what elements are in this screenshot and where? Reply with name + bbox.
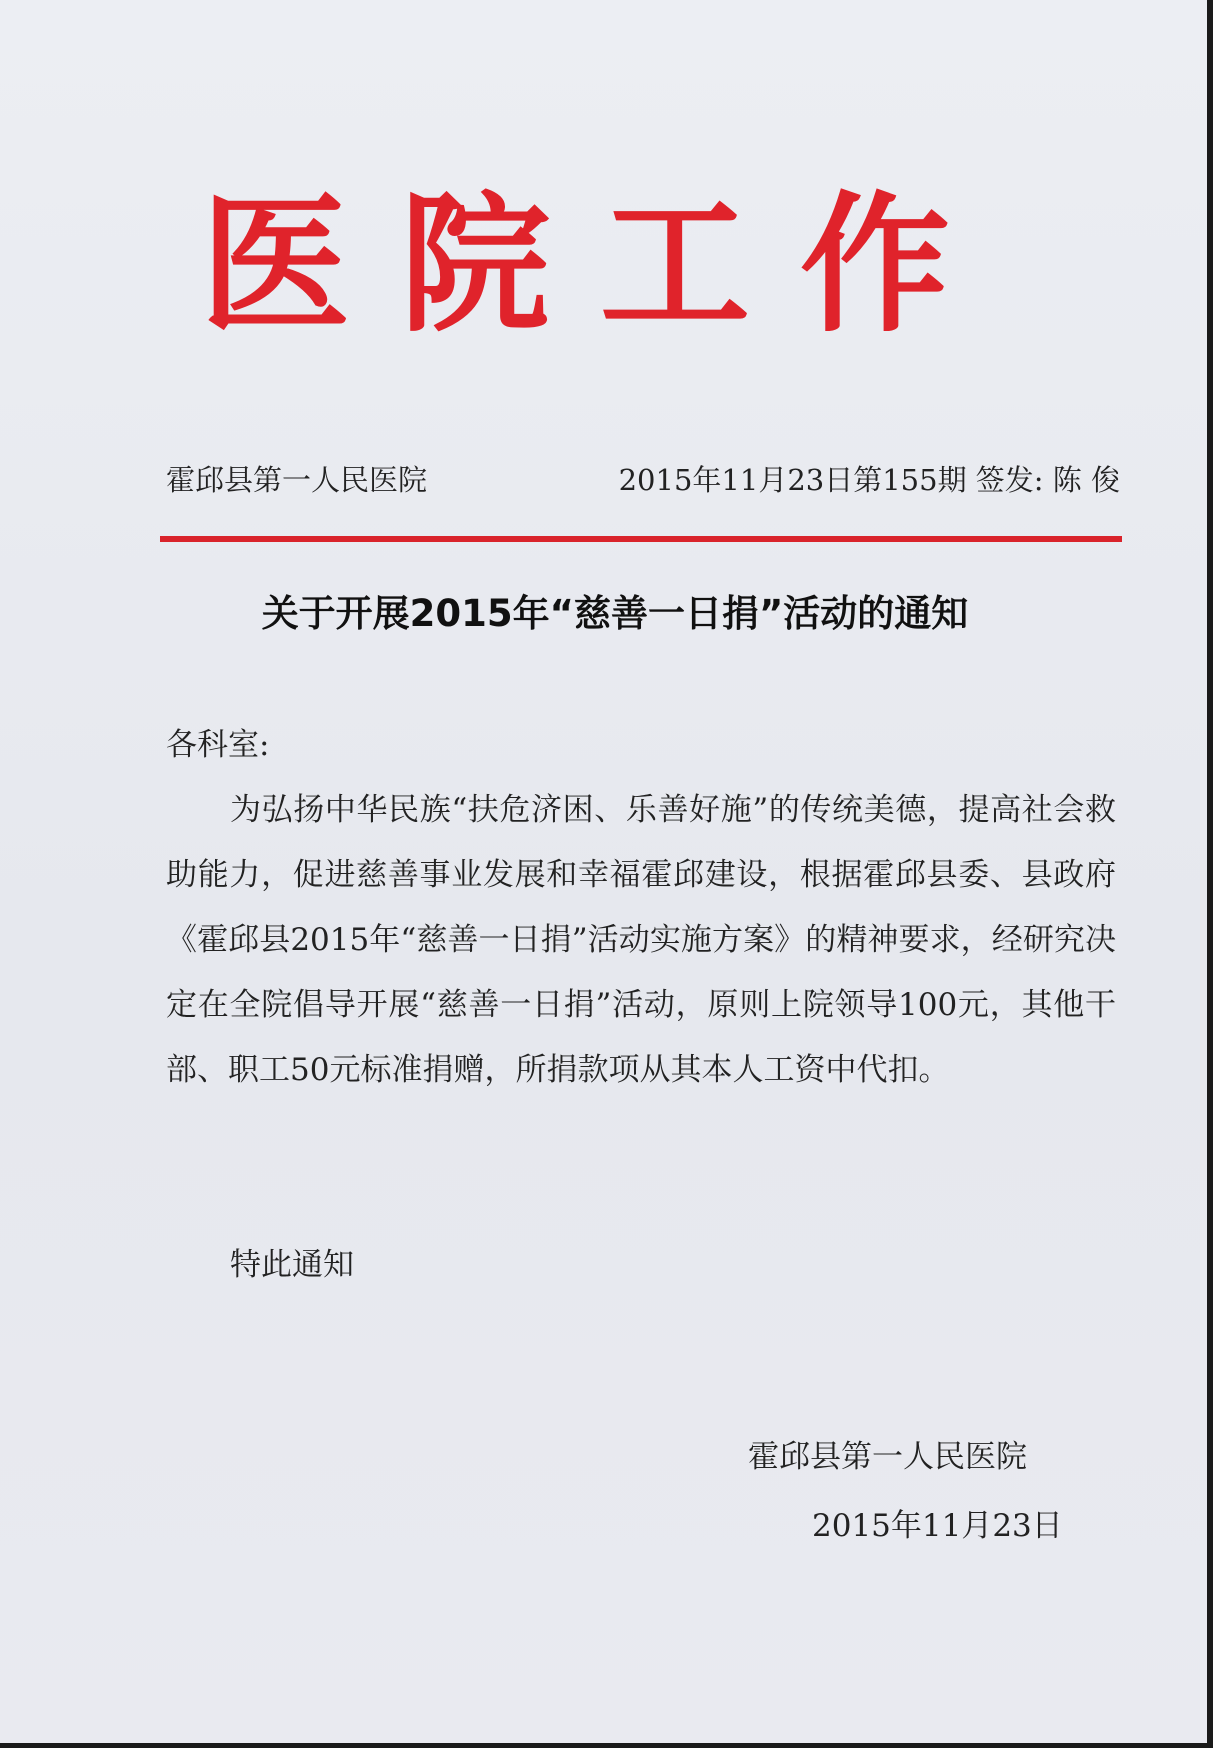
issue-info: 2015年11月23日第155期 签发: 陈 俊 [618,463,1120,497]
closing-line: 特此通知 [230,1247,354,1283]
signature-date: 2015年11月23日 [812,1508,1063,1544]
notice-body: 为弘扬中华民族“扶危济困、乐善好施”的传统美德，提高社会救助能力，促进慈善事业发展和幸福霍邱建设，根据霍邱县委、县政府《霍邱县2015年“慈善一日捐”活动实施方案》的精神要求，经研究决定在全院倡导开展“慈善一日捐”活动，原则上院领导100元，其他干部、职工50元标准捐赠，所捐款项从其本人工资中代扣。 [166,792,1116,1088]
signature-org: 霍邱县第一人民医院 [748,1439,1027,1475]
issuer-name: 霍邱县第一人民医院 [166,463,428,497]
red-divider-line [160,536,1122,542]
masthead-title: 医院工作 [200,177,1001,353]
notice-title: 关于开展2015年“慈善一日捐”活动的通知 [261,592,969,635]
salutation: 各科室: [166,727,270,763]
issue-header [166,458,1120,502]
